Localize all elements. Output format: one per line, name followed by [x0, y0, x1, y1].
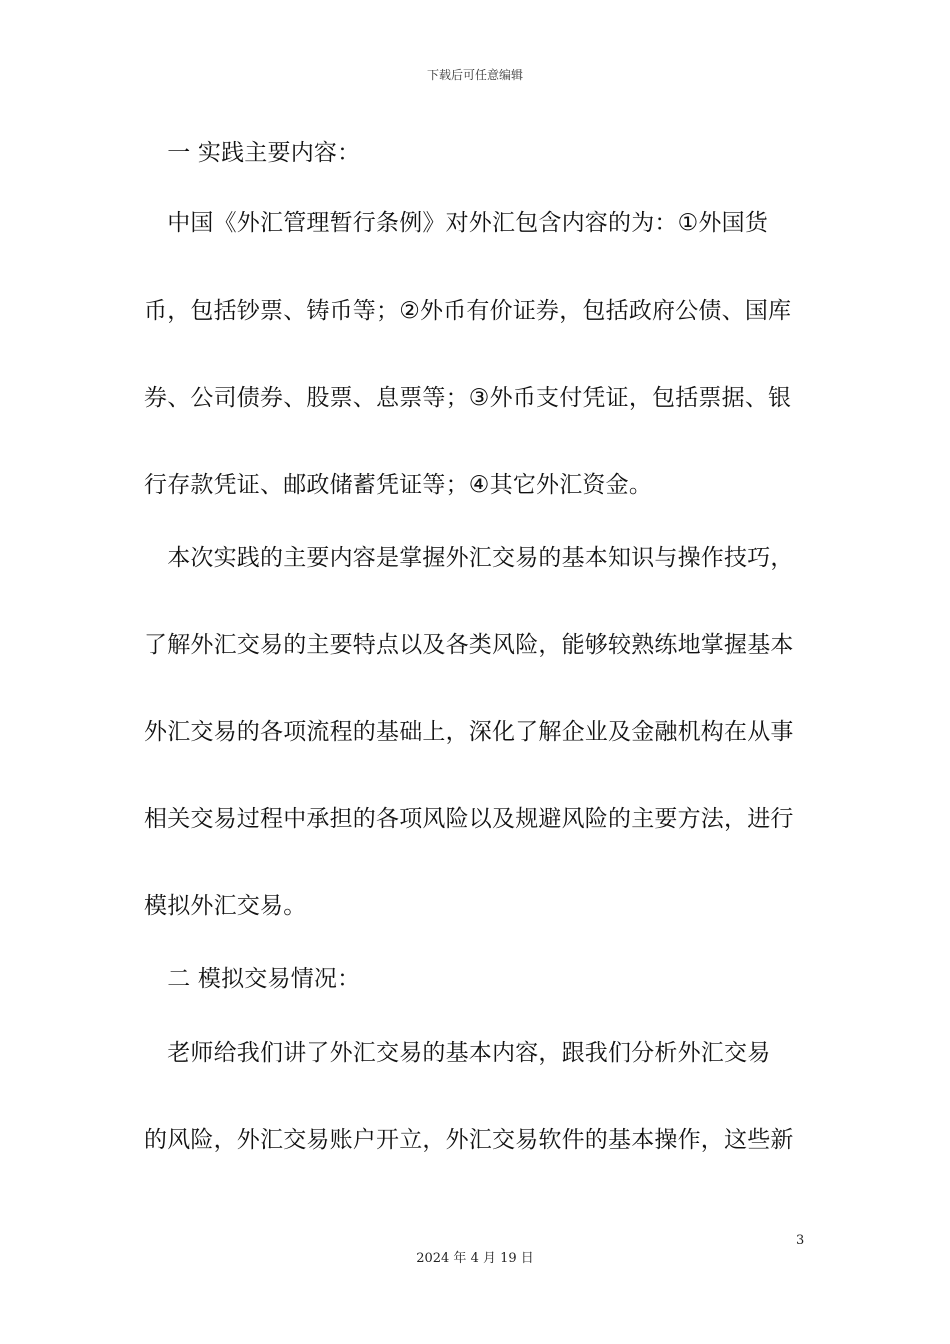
page-number: 3	[796, 1233, 805, 1248]
header-note: 下载后可任意编辑	[426, 68, 523, 82]
paragraph-line: 了解外汇交易的主要特点以及各类风险，能够较熟练地掌握基本	[144, 632, 794, 658]
section-heading-practice-content: 一 实践主要内容：	[144, 140, 361, 166]
paragraph-line: 的风险，外汇交易账户开立，外汇交易软件的基本操作，这些新	[144, 1127, 794, 1153]
paragraph-line: 老师给我们讲了外汇交易的基本内容，跟我们分析外汇交易	[144, 1040, 771, 1066]
paragraph-line: 中国《外汇管理暂行条例》对外汇包含内容的为：①外国货	[144, 210, 769, 236]
paragraph-line: 行存款凭证、邮政储蓄凭证等；④其它外汇资金。	[144, 472, 653, 498]
paragraph-line: 本次实践的主要内容是掌握外汇交易的基本知识与操作技巧，	[144, 545, 794, 571]
paragraph-line: 相关交易过程中承担的各项风险以及规避风险的主要方法，进行	[144, 806, 794, 832]
footer-date: 2024 年 4 月 19 日	[416, 1251, 534, 1266]
paragraph-line: 模拟外汇交易。	[144, 893, 307, 919]
paragraph-line: 券、公司债券、股票、息票等；③外币支付凭证，包括票据、银	[144, 385, 792, 411]
section-heading-simulated-trading: 二 模拟交易情况：	[144, 966, 361, 992]
paragraph-line: 币，包括钞票、铸币等；②外币有价证券，包括政府公债、国库	[144, 298, 792, 324]
paragraph-line: 外汇交易的各项流程的基础上，深化了解企业及金融机构在从事	[144, 719, 794, 745]
